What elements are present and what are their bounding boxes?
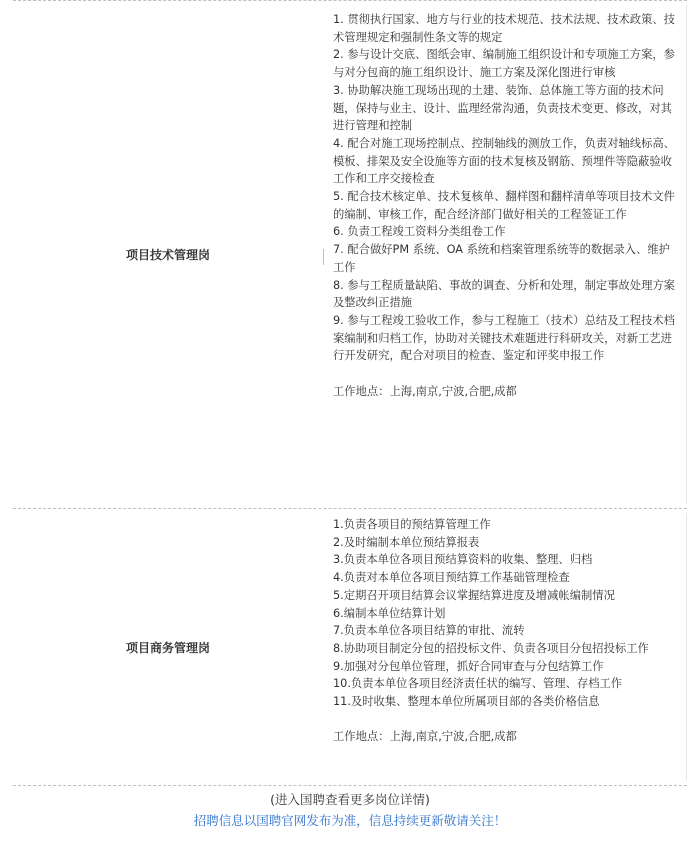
work-location: 工作地点：上海,南京,宁波,合肥,成都 (333, 730, 517, 744)
duty-item: 1.负责各项目的预结算管理工作 (333, 518, 491, 531)
duty-item: 8. 参与工程质量缺陷、事故的调查、分析和处理，制定事故处理方案及整改纠正措施 (333, 278, 675, 310)
duty-item: 1. 贯彻执行国家、地方与行业的技术规范、技术法规、技术政策、技术管理规定和强制性条文等的规定 (333, 13, 675, 44)
work-location: 工作地点：上海,南京,宁波,合肥,成都 (333, 384, 517, 398)
duty-item: 5.定期召开项目结算会议掌握结算进度及增减帐编制情况 (333, 588, 615, 602)
job-title: 项目技术管理岗 (125, 248, 210, 262)
duty-item: 9.加强对分包单位管理，抓好合同审查与分包结算工作 (333, 659, 604, 673)
recruitment-note: 招聘信息以国聘官网发布为准，信息持续更新敬请关注！ (193, 813, 507, 828)
duty-item: 5. 配合技术核定单、技术复核单、翻样图和翻样清单等项目技术文件的编制、审核工作，配合经济部门做好相关的工程签证工作 (333, 190, 675, 221)
job-duties (333, 516, 681, 746)
duty-item: 4.负责对本单位各项目预结算工作基础管理检查 (333, 571, 570, 585)
duty-item: 2. 参与设计交底、图纸会审、编制施工组织设计和专项施工方案，参与对分包商的施工组织设计、施工方案及深化图进行审核 (333, 48, 675, 80)
job-table (13, 0, 687, 786)
job-title-cell (13, 1, 323, 508)
job-row-business (13, 509, 687, 786)
duty-item: 8.协助项目制定分包的招投标文件、负责各项目分包招投标工作 (333, 641, 649, 655)
column-divider (323, 249, 324, 265)
job-duties (333, 11, 681, 400)
duty-item: 7. 配合做好PM 系统、OA 系统和档案管理系统等的数据录入、维护工作 (333, 243, 670, 274)
job-title: 项目商务管理岗 (125, 640, 210, 655)
duty-item: 4. 配合对施工现场控制点、控制轴线的测放工作，负责对轴线标高、模板、排架及安全设施等方面的技术复核及钢筋、预埋件等隐蔽验收工作和工序交接检查 (333, 136, 675, 186)
duty-item: 3.负责本单位各项目预结算资料的收集、整理、归档 (333, 553, 593, 567)
duty-item: 7.负责本单位各项目结算的审批、流转 (333, 624, 525, 638)
duty-item: 10.负责本单位各项目经济责任状的编写、管理、存档工作 (333, 677, 623, 691)
duty-item: 9. 参与工程竣工验收工作，参与工程施工（技术）总结及工程技术档案编制和归档工作，协助对关键技术难题进行科研攻关，对新工艺进行开发研究，配合对项目的检查、鉴定和评奖申报工作 (333, 313, 675, 363)
duty-item: 6.编制本单位结算计划 (333, 606, 446, 620)
right-border (686, 513, 687, 781)
job-row-tech (13, 0, 687, 509)
duty-item: 3. 协助解决施工现场出现的土建、装饰、总体施工等方面的技术问题，保持与业主、设计、监理经常沟通，负责技术变更、修改，对其进行管理和控制 (333, 83, 672, 133)
duty-item: 11.及时收集、整理本单位所属项目部的各类价格信息 (333, 695, 600, 709)
duty-item: 2.及时编制本单位预结算报表 (333, 535, 480, 549)
job-title-cell (13, 509, 323, 785)
right-border (686, 5, 687, 504)
more-jobs-link[interactable]: (进入国聘查看更多岗位详情) (270, 792, 430, 807)
duty-item: 6. 负责工程竣工资料分类组卷工作 (333, 225, 506, 239)
